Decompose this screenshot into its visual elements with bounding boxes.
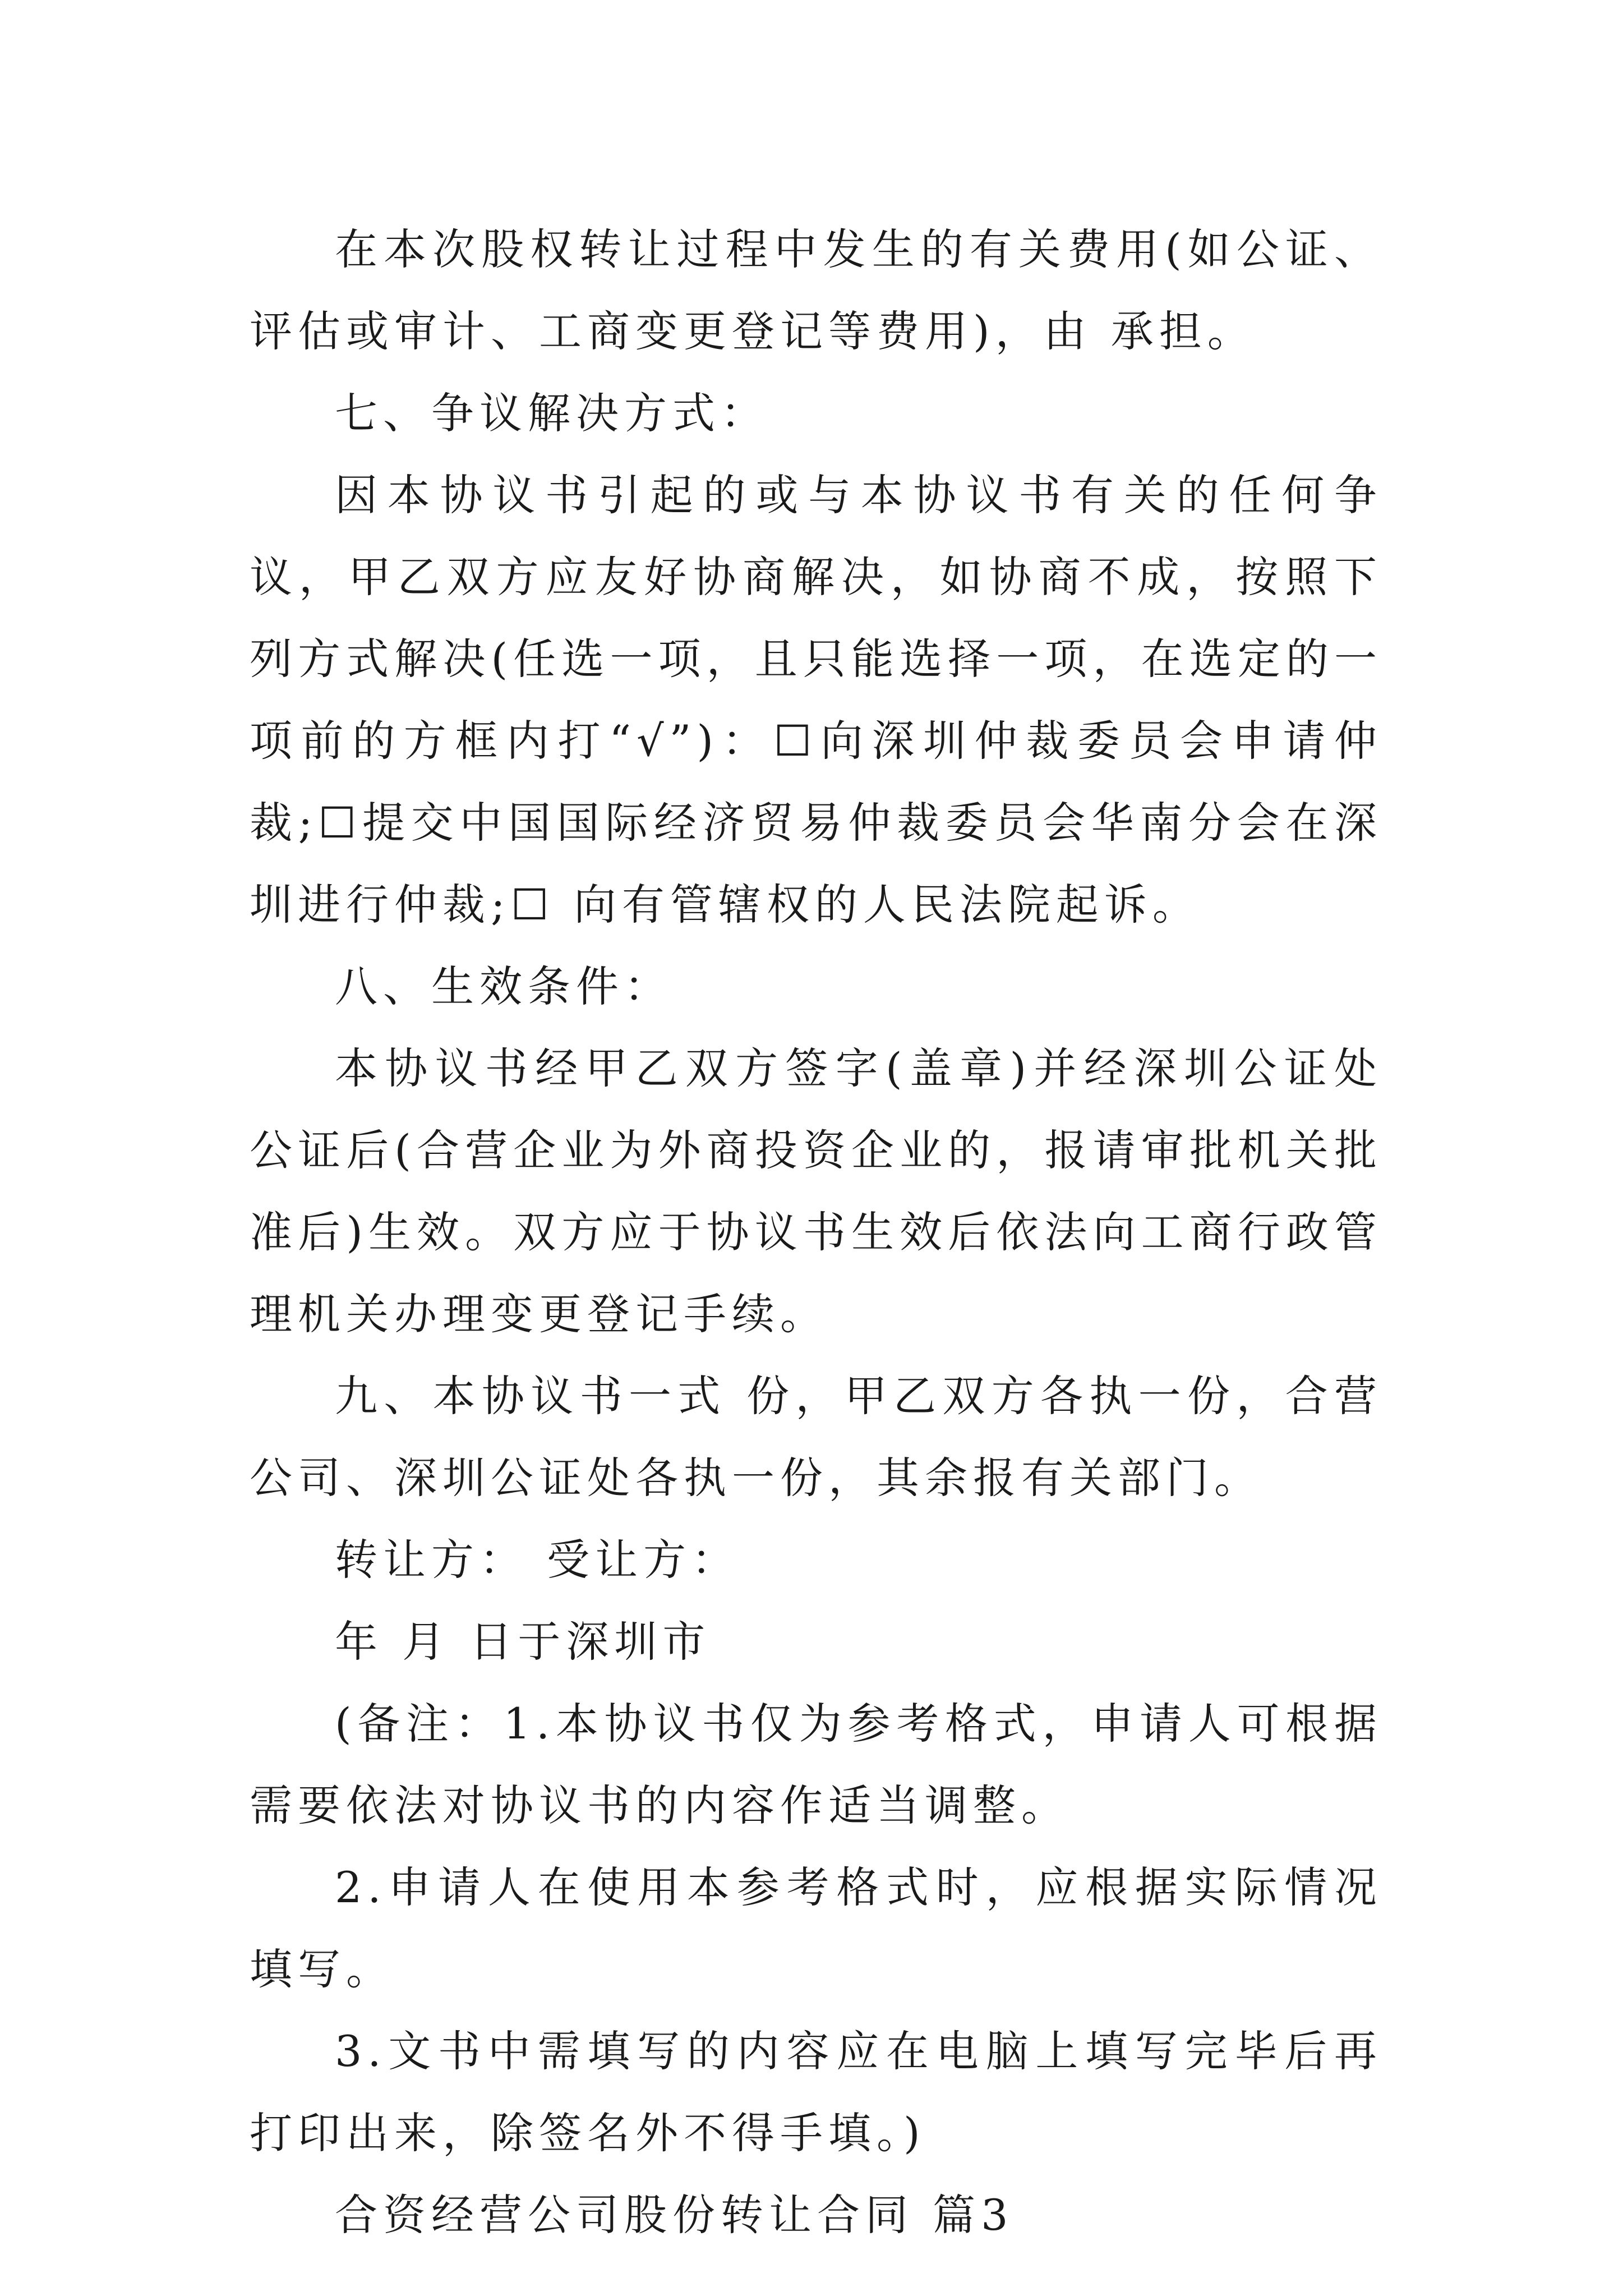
document-body bbox=[250, 209, 1382, 2256]
heading-effective-conditions: 八、生效条件： bbox=[335, 961, 672, 1011]
paragraph-dispute: 因本协议书引起的或与本协议书有关的任何争议，甲乙双方应友好协商解决，如协商不成，按照下列方式解决(任选一项，且只能选择一项，在选定的一项前的方框内打“√”)：☐向深圳仲裁委员会申请仲裁;☐提交中国国际经济贸易仲裁委员会华南分会在深圳进行仲裁;☐ 向有管辖权的人民法院起诉。 bbox=[250, 470, 1382, 930]
section-title-part-3: 合资经营公司股份转让合同 篇3 bbox=[335, 2190, 1014, 2240]
note-3: 3.文书中需填写的内容应在电脑上填写完毕后再打印出来，除签名外不得手填。) bbox=[250, 2026, 1382, 2158]
paragraph-copies: 九、本协议书一式 份，甲乙双方各执一份，合营公司、深圳公证处各执一份，其余报有关部门。 bbox=[250, 1371, 1382, 1503]
note-1: (备注：1.本协议书仅为参考格式，申请人可根据需要依法对协议书的内容作适当调整。 bbox=[250, 1699, 1382, 1830]
signature-date-place: 年 月 日于深圳市 bbox=[335, 1617, 711, 1667]
heading-dispute-resolution: 七、争议解决方式： bbox=[335, 388, 769, 438]
paragraph-effective: 本协议书经甲乙双方签字(盖章)并经深圳公证处公证后(合营企业为外商投资企业的，报请审批机关批准后)生效。双方应于协议书生效后依法向工商行政管理机关办理变更登记手续。 bbox=[250, 1043, 1382, 1339]
paragraph-fees: 在本次股权转让过程中发生的有关费用(如公证、评估或审计、工商变更登记等费用)，由 承担。 bbox=[250, 224, 1382, 356]
note-2: 2.申请人在使用本参考格式时，应根据实际情况填写。 bbox=[250, 1862, 1382, 1994]
signature-parties: 转让方： 受让方： bbox=[335, 1535, 740, 1585]
